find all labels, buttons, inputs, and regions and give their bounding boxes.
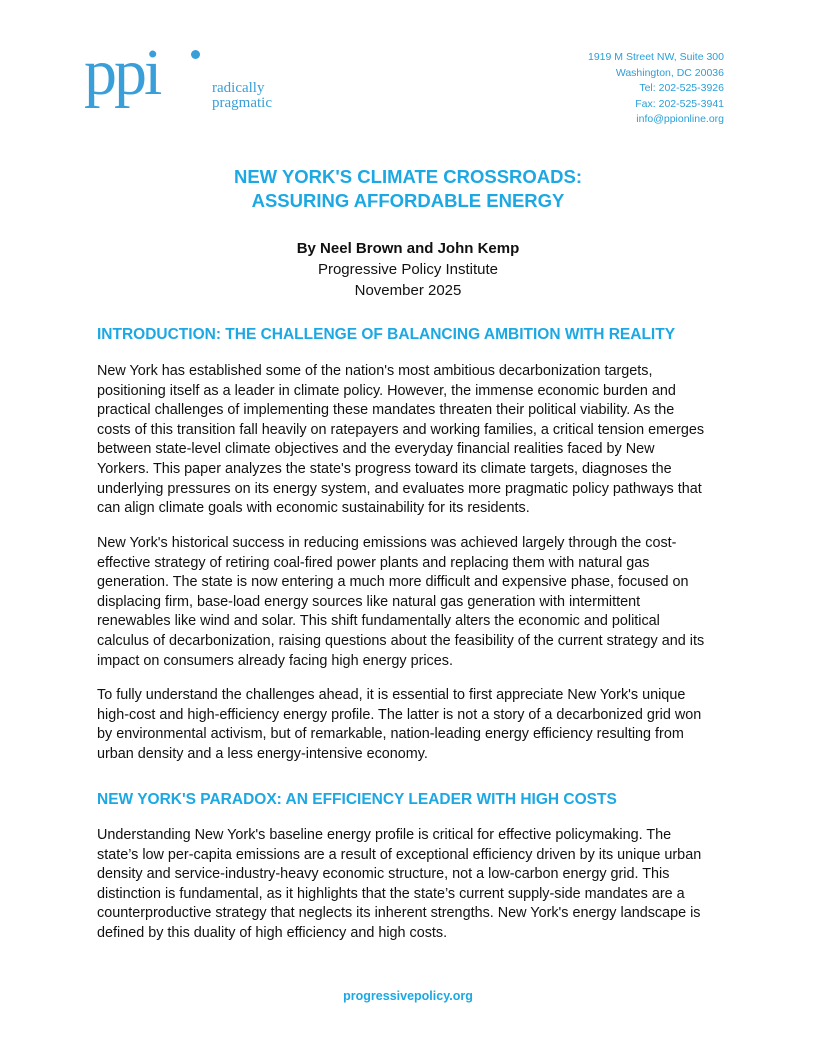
text-line: between state-level climate objectives and the everyday financial realities faced by New (97, 441, 655, 458)
text-line: effective strategy of retiring coal-fired power plants and replacing them with natural gas (97, 554, 650, 571)
address-email[interactable]: info@ppionline.org (636, 113, 724, 125)
text-line: defined by this duality of high efficiency and high costs. (97, 924, 448, 941)
text-line: Understanding New York's baseline energy profile is critical for effective policymaking. The (97, 827, 672, 843)
logo-tagline (212, 81, 272, 111)
text-line: impact on consumers already facing high energy prices. (97, 652, 453, 669)
text-line: state’s low per-capita emissions are a result of exceptional efficiency driven by its unique urban (97, 846, 702, 863)
text-line: density and service-industry-heavy economic structure, not a low-carbon energy grid. This (97, 866, 670, 883)
authors: By Neel Brown and John Kemp (296, 240, 520, 257)
text-line: displacing firm, base-load energy sources like natural gas generation with intermittent (97, 593, 641, 610)
text-line: positioning itself as a leader in climate policy. However, the immense economic burden and (97, 382, 676, 399)
paragraph-paradox-1 (97, 826, 737, 944)
text-line: costs of this transition fall heavily on ratepayers and working families, a critical tension emerges (97, 421, 705, 438)
paragraph-intro-2 (97, 534, 737, 671)
section-heading-introduction: INTRODUCTION: THE CHALLENGE OF BALANCING AMBITION WITH REALITY (97, 326, 676, 343)
text-line: Yorkers. This paper analyzes the state's progress toward its climate targets, diagnoses the (97, 460, 672, 477)
logo-i-dot-icon (191, 50, 200, 59)
address-street: 1919 M Street NW, Suite 300 (588, 51, 724, 63)
text-line: renewables like wind and solar. This shift fundamentally alters the economic and political (97, 613, 660, 630)
title-line-2: ASSURING AFFORDABLE ENERGY (251, 190, 565, 211)
text-line: New York's historical success in reducing emissions was achieved largely through the cost- (97, 535, 677, 551)
publication-date: November 2025 (354, 282, 462, 299)
text-line: by environmental activism, but of remarkable, nation-leading energy efficiency resulting from (97, 726, 684, 743)
address-tel: Tel: 202-525-3926 (639, 82, 724, 94)
text-line: To fully understand the challenges ahead, it is essential to first appreciate New York's unique (97, 687, 686, 703)
document-title (0, 165, 816, 213)
ppi-logo (84, 36, 304, 126)
logo-wordmark: ppi (84, 36, 160, 109)
text-line: underlying pressures on its energy system, and evaluates more pragmatic policy pathways that (97, 480, 702, 497)
address-city: Washington, DC 20036 (615, 66, 724, 79)
contact-address-block (588, 50, 724, 128)
paragraph-intro-1 (97, 362, 737, 519)
text-line: urban density and a less energy-intensive economy. (97, 745, 428, 762)
logo-tagline-line1: radically (212, 80, 265, 96)
text-line: high-cost and high-efficiency energy profile. The latter is not a story of a decarbonized grid won (97, 706, 702, 723)
organization: Progressive Policy Institute (317, 261, 499, 278)
byline (0, 238, 816, 301)
section-heading-paradox: NEW YORK'S PARADOX: AN EFFICIENCY LEADER WITH HIGH COSTS (97, 791, 617, 808)
text-line: counterproductive strategy that neglects its inherent strengths. New York's energy landscape is (97, 905, 701, 922)
title-line-1: NEW YORK'S CLIMATE CROSSROADS: (233, 166, 583, 187)
text-line: calculus of decarbonization, raising questions about the feasibility of the current strategy and its (97, 632, 705, 649)
text-line: practical challenges of implementing these mandates threaten their political viability. As the (97, 402, 675, 419)
address-fax: Fax: 202-525-3941 (635, 97, 724, 110)
text-line: distinction is fundamental, as it highlights that the state’s current supply-side mandates are a (97, 885, 685, 902)
text-line: generation. The state is now entering a much more difficult and expensive phase, focused on (97, 574, 689, 591)
paragraph-intro-3 (97, 686, 737, 764)
logo-tagline-line2: pragmatic (212, 95, 272, 111)
text-line: can align climate goals with economic sustainability for its residents. (97, 500, 530, 517)
footer-website-link[interactable]: progressivepolicy.org (343, 989, 473, 1003)
text-line: New York has established some of the nation's most ambitious decarbonization targets, (97, 363, 653, 379)
